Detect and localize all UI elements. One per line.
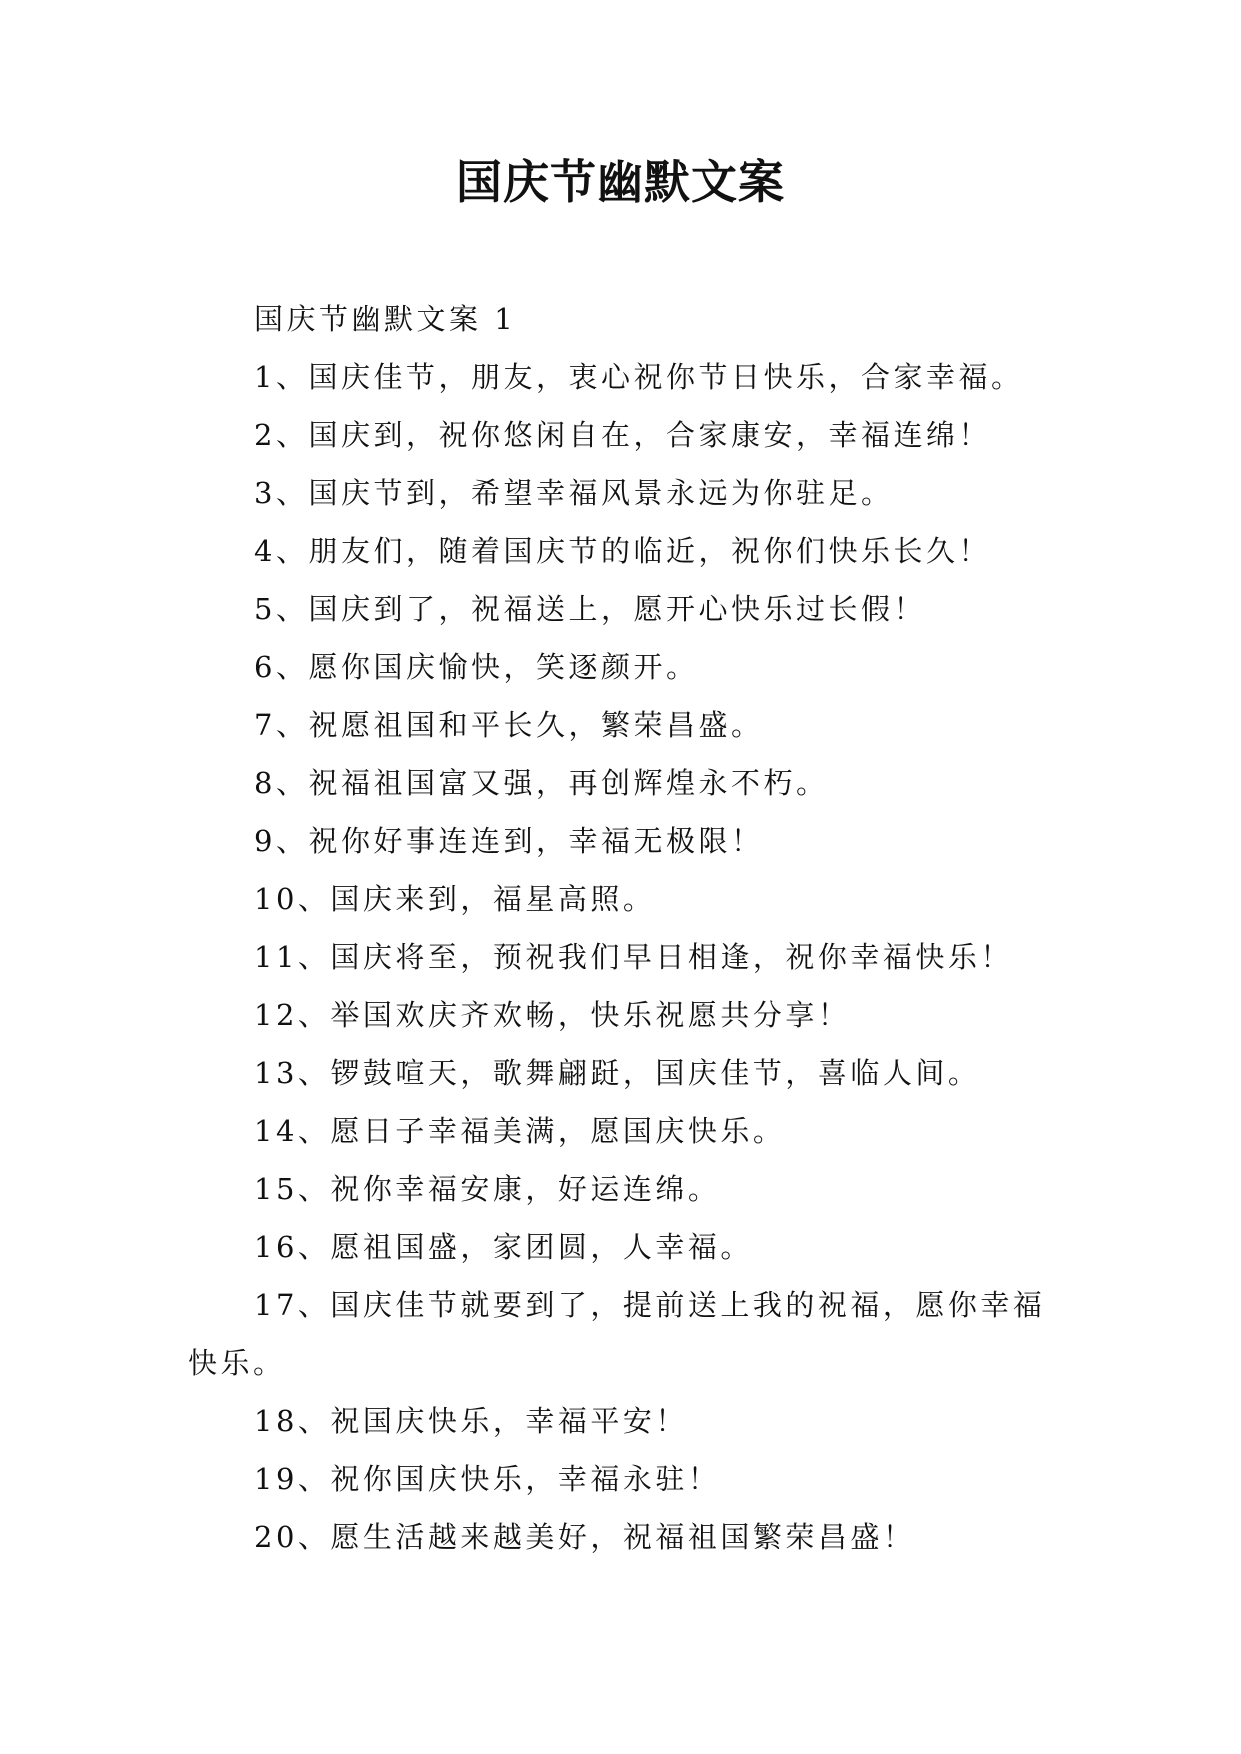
list-item: 9、祝你好事连连到，幸福无极限！ xyxy=(254,824,764,858)
list-item: 1、国庆佳节，朋友，衷心祝你节日快乐，合家幸福。 xyxy=(254,360,1024,394)
list-item: 2、国庆到，祝你悠闲自在，合家康安，幸福连绵！ xyxy=(254,418,991,452)
list-item: 11、国庆将至，预祝我们早日相逢，祝你幸福快乐！ xyxy=(254,940,1013,974)
list-item: 8、祝福祖国富又强，再创辉煌永不朽。 xyxy=(254,766,829,800)
section-heading: 国庆节幽默文案 1 xyxy=(254,302,517,336)
list-item: 18、祝国庆快乐，幸福平安！ xyxy=(254,1404,688,1438)
list-item: 14、愿日子幸福美满，愿国庆快乐。 xyxy=(254,1114,786,1148)
list-item: 19、祝你国庆快乐，幸福永驻！ xyxy=(254,1462,721,1496)
list-item: 13、锣鼓喧天，歌舞翩跹，国庆佳节，喜临人间。 xyxy=(254,1056,981,1090)
list-item: 20、愿生活越来越美好，祝福祖国繁荣昌盛！ xyxy=(254,1520,916,1554)
list-item: 5、国庆到了，祝福送上，愿开心快乐过长假！ xyxy=(254,592,926,626)
list-item: 10、国庆来到，福星高照。 xyxy=(254,882,656,916)
list-item: 15、祝你幸福安康，好运连绵。 xyxy=(254,1172,721,1206)
document-body xyxy=(188,290,1068,1566)
list-item: 7、祝愿祖国和平长久，繁荣昌盛。 xyxy=(254,708,764,742)
list-item: 12、举国欢庆齐欢畅，快乐祝愿共分享！ xyxy=(254,998,851,1032)
list-item: 3、国庆节到，希望幸福风景永远为你驻足。 xyxy=(254,476,894,510)
list-item: 16、愿祖国盛，家团圆，人幸福。 xyxy=(254,1230,753,1264)
list-item: 4、朋友们，随着国庆节的临近，祝你们快乐长久！ xyxy=(254,534,991,568)
list-item: 6、愿你国庆愉快，笑逐颜开。 xyxy=(254,650,699,684)
document-title: 国庆节幽默文案 xyxy=(456,155,785,209)
list-item: 17、国庆佳节就要到了，提前送上我的祝福，愿你幸福快乐。 xyxy=(188,1288,1046,1380)
